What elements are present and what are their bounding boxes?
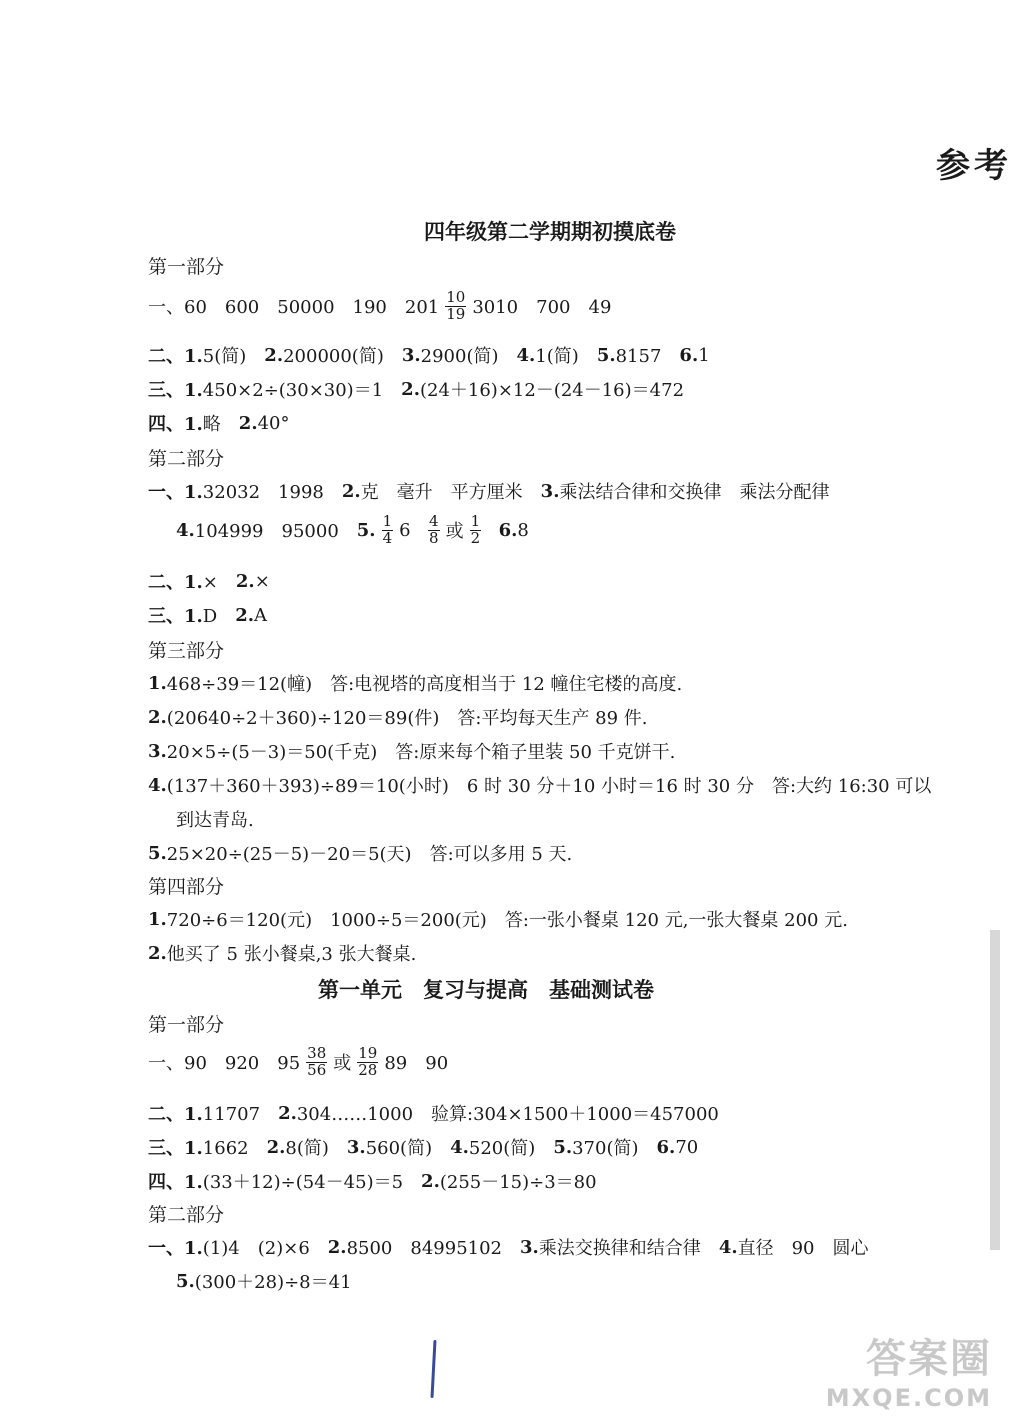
fraction: $\frac{10}{19}$: [446, 288, 466, 323]
answer-line: 4. 104999 95000 5. $\frac{1}{4}$ 6 $\frac{4}{8}$ 或 $\frac{1}{2}$ 6. 8: [176, 512, 529, 547]
answer-line: 2. 他买了 5 张小餐桌,3 张大餐桌.: [148, 942, 417, 965]
answer-line: 二、1. 5(简) 2. 200000(简) 3. 2900(简) 4. 1(简) 5. 8157 6. 1: [148, 344, 710, 367]
answer-line: 3. 20×5÷(5－3)＝50(千克) 答:原来每个箱子里装 50 千克饼干.: [148, 740, 676, 763]
section-title: 四年级第二学期期初摸底卷: [424, 219, 676, 244]
answer-line: 1. 468÷39＝12(幢) 答:电视塔的高度相当于 12 幢住宅楼的高度.: [148, 672, 683, 695]
fraction: $\frac{1}{2}$: [470, 512, 481, 547]
answer-line: 二、1. 11707 2. 304……1000 验算:304×1500＋1000＝457000: [148, 1102, 719, 1125]
fraction: $\frac{38}{56}$: [307, 1044, 327, 1079]
answer-text: 3010 700 49: [472, 297, 612, 319]
answer-line: 4. (137＋360＋393)÷89＝10(小时) 6 时 30 分＋10 小时＝16 时 30 分 答:大约 16:30 可以: [148, 774, 932, 797]
answer-line: 三、1. D 2. A: [148, 604, 268, 627]
pen-mark: [430, 1340, 436, 1398]
answer-line: 一、1. 32032 1998 2. 克 毫升 平方厘米 3. 乘法结合律和交换律 乘法分配律: [148, 480, 830, 503]
part-heading: 第一部分: [148, 256, 225, 278]
answer-line: 三、1. 450×2÷(30×30)＝1 2. (24＋16)×12－(24－16)＝472: [148, 378, 685, 401]
part-heading: 第四部分: [148, 876, 225, 898]
section-title: 第一单元 复习与提高 基础测试卷: [318, 977, 654, 1002]
answer-line: [148, 290, 611, 323]
fraction: $\frac{1}{4}$: [382, 512, 393, 547]
answer-line: 一、90 920 95 $\frac{38}{56}$ 或 $\frac{19}{28}$ 89 90: [148, 1044, 449, 1079]
page-edge-shadow: [990, 930, 1000, 1250]
watermark: [826, 1327, 992, 1412]
watermark-logo: 答案圈: [866, 1336, 992, 1382]
answer-line: 三、1. 1662 2. 8(简) 3. 560(简) 4. 520(简) 5. 370(简) 6. 70: [148, 1136, 699, 1159]
answer-line: 二、1. × 2. ×: [148, 570, 270, 593]
answer-line: 四、1. 略 2. 40°: [148, 412, 290, 435]
answer-line: 1. 720÷6＝120(元) 1000÷5＝200(元) 答:一张小餐桌 120 元,一张大餐桌 200 元.: [148, 908, 848, 931]
answer-line: 一、1. (1)4 (2)×6 2. 8500 84995102 3. 乘法交换律和结合律 4. 直径 90 圆心: [148, 1236, 869, 1259]
part-heading: 第二部分: [148, 1204, 225, 1226]
header-title: 参考: [936, 146, 1012, 186]
part-heading: 第二部分: [148, 448, 225, 470]
part-heading: 第一部分: [148, 1014, 225, 1036]
watermark-url: MXQE.COM: [825, 1384, 992, 1412]
part-heading: 第三部分: [148, 640, 225, 662]
answer-line: 5. (300＋28)÷8＝41: [176, 1270, 352, 1293]
fraction: $\frac{4}{8}$: [429, 512, 439, 547]
fraction: $\frac{19}{28}$: [358, 1044, 378, 1079]
answer-line: 2. (20640÷2＋360)÷120＝89(件) 答:平均每天生产 89 件.: [148, 706, 648, 729]
answer-line: 到达青岛.: [176, 810, 254, 831]
answer-text: 一、60 600 50000 190 201: [148, 297, 440, 319]
answer-line: 5. 25×20÷(25－5)－20＝5(天) 答:可以多用 5 天.: [148, 842, 573, 865]
answer-line: 四、1. (33＋12)÷(54－45)＝5 2. (255－15)÷3＝80: [148, 1170, 597, 1193]
